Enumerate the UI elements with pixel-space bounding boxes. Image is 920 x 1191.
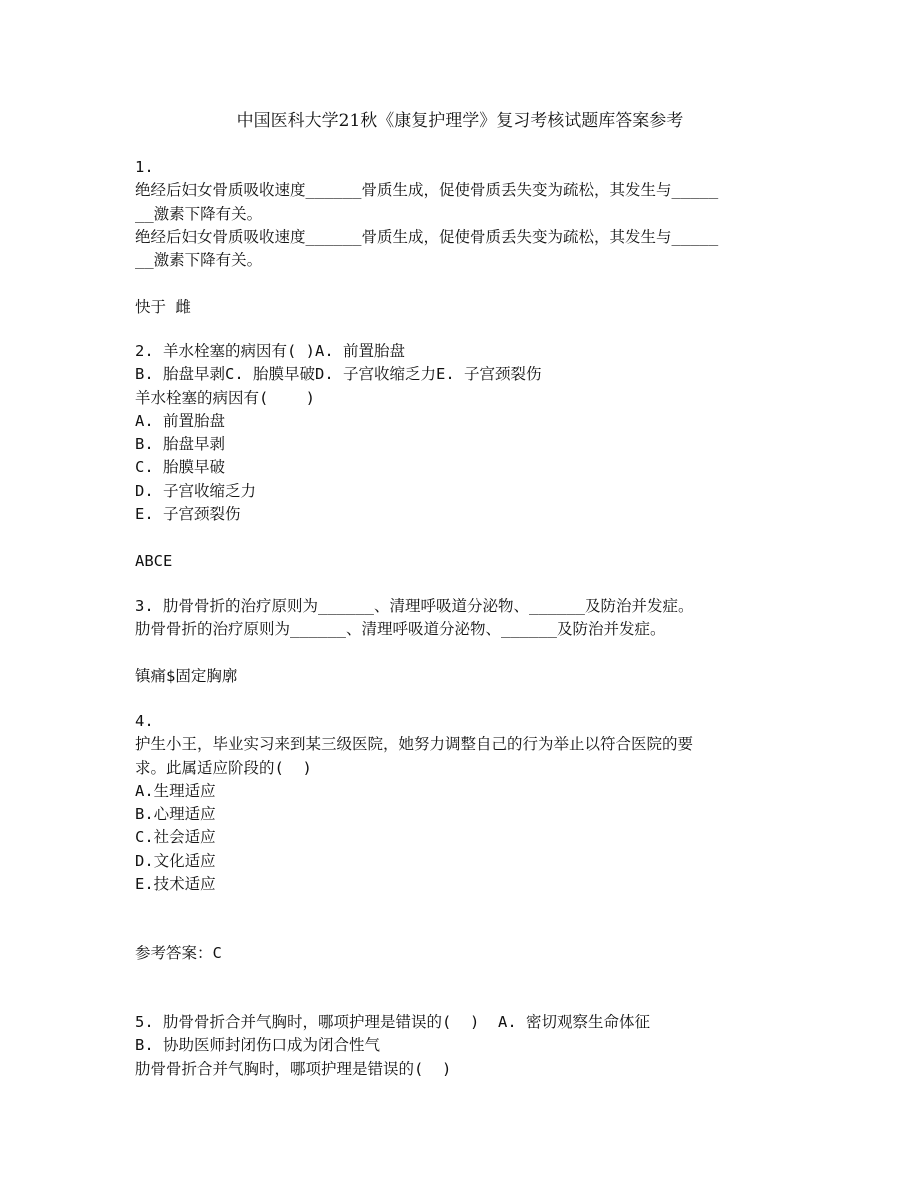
question-text: 绝经后妇女骨质吸收速度______骨质生成，促使骨质丢失变为疏松，其发生与_____: [135, 181, 719, 200]
option-item: C.社会适应: [135, 828, 216, 847]
question-text: __激素下降有关。: [135, 251, 263, 270]
option-item: A.生理适应: [135, 781, 216, 800]
question-number: 1.: [135, 158, 154, 176]
document-title: 中国医科大学21秋《康复护理学》复习考核试题库答案参考: [236, 111, 684, 131]
question-text: 绝经后妇女骨质吸收速度______骨质生成，促使骨质丢失变为疏松，其发生与_____: [135, 227, 719, 246]
question-text: B. 协助医师封闭伤口成为闭合性气: [135, 1036, 380, 1055]
question-number: 4.: [135, 712, 154, 730]
question-text: 肋骨骨折合并气胸时，哪项护理是错误的( ): [135, 1059, 452, 1078]
question-4: [135, 710, 795, 896]
question-text: B. 胎盘早剥C. 胎膜早破D. 子宫收缩乏力E. 子宫颈裂伤: [135, 365, 542, 384]
option-item: B.心理适应: [135, 805, 216, 824]
question-text: 2. 羊水栓塞的病因有( )A. 前置胎盘: [135, 342, 405, 360]
question-5: [135, 1011, 795, 1081]
question-text: 求。此属适应阶段的( ): [135, 758, 312, 777]
question-3: [135, 595, 795, 642]
answer-1: 快于 雌: [135, 298, 191, 316]
question-2: [135, 340, 795, 526]
question-text: 5. 肋骨骨折合并气胸时，哪项护理是错误的( ) A. 密切观察生命体征: [135, 1013, 650, 1031]
answer-2: ABCE: [135, 552, 173, 570]
question-1: [135, 156, 795, 272]
option-item: D. 子宫收缩乏力: [135, 481, 256, 500]
option-item: D.文化适应: [135, 851, 216, 870]
answer-3: 镇痛$固定胸廓: [135, 667, 238, 685]
option-item: A. 前置胎盘: [135, 411, 225, 430]
option-item: C. 胎膜早破: [135, 458, 225, 477]
answer-4: 参考答案：C: [135, 944, 222, 962]
question-text: 肋骨骨折的治疗原则为______、清理呼吸道分泌物、______及防治并发症。: [135, 620, 666, 639]
question-text: 护生小王，毕业实习来到某三级医院，她努力调整自己的行为举止以符合医院的要: [135, 735, 694, 754]
option-item: E.技术适应: [135, 875, 216, 894]
option-item: B. 胎盘早剥: [135, 435, 225, 454]
question-text: __激素下降有关。: [135, 204, 263, 223]
question-stem: 羊水栓塞的病因有( ): [135, 388, 315, 407]
option-item: E. 子宫颈裂伤: [135, 505, 241, 524]
question-text: 3. 肋骨骨折的治疗原则为______、清理呼吸道分泌物、______及防治并发症。: [135, 597, 694, 615]
